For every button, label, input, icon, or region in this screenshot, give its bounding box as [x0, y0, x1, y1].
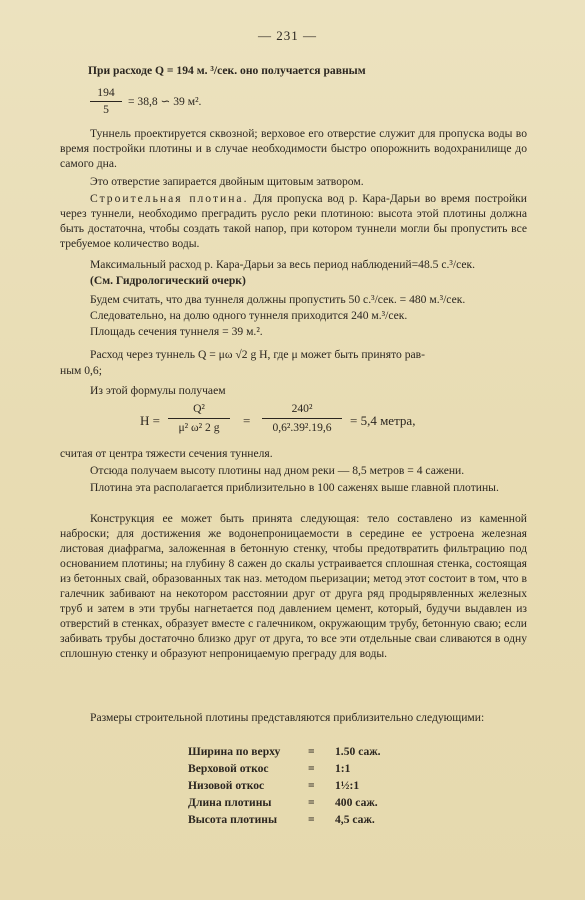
- row-label: Длина плотины: [188, 796, 272, 809]
- row-equals: =: [308, 779, 315, 792]
- one-tunnel-line: Следовательно, на долю одного туннеля приходится 240 м.³/сек.: [90, 309, 408, 322]
- formula-bar-2: [262, 418, 342, 419]
- row-equals: =: [308, 745, 315, 758]
- row-value: 1.50 саж.: [335, 745, 381, 758]
- centroid-line: считая от центра тяжести сечения туннеля.: [60, 447, 273, 460]
- dimensions-intro: Размеры строительной плотины представляются приблизительно следующими:: [90, 711, 485, 724]
- hydrology-reference: (См. Гидрологический очерк): [90, 274, 246, 287]
- section-heading: Строительная плотина.: [90, 192, 249, 205]
- row-label: Ширина по верху: [188, 745, 281, 758]
- row-value: 4,5 саж.: [335, 813, 375, 826]
- construction-paragraph: Конструкция ее может быть принята следующая: тело составлено из каменной наброски; для достижения же водонепроницаемости в середине ее устроена железная листовая диафрагма, заложенная в бетонную стенку, чтобы предотвратить фильтрацию под основанием плотины; на глубину 8 сажен до скалы устраивается сплошная стенка, состоящая из бетонных свай, образованных так наз. методом пьеризации; метод этот состоит в том, что в галечник забивают на некотором расстоянии друг от друга ряд продырявленных железных труб и затем в эти трубы нагнетается под давлением цемент, который, будучи выдавлен из отверстий в стенках, образует вместе с галечником, окружающим трубу, бетонную сваю; если забивать трубы достаточно близко друг от друга, то все эти отдельные сваи сливаются в одну сплошную стенку и образуют непроницаемую преграду для воды.: [60, 512, 527, 660]
- page-number-header: — 231 —: [258, 28, 317, 43]
- fraction-bar: [90, 101, 122, 102]
- formula-num-1: Q²: [193, 402, 205, 415]
- row-label: Высота плотины: [188, 813, 278, 826]
- dam-location-paragraph: Плотина эта располагается приблизительно в 100 саженях выше главной плотины.: [90, 481, 499, 494]
- paragraph-construction-dam: [60, 191, 527, 251]
- section-area-line: Площадь сечения туннеля = 39 м.².: [90, 325, 263, 338]
- formula-bar-1: [168, 418, 230, 419]
- max-discharge-line: Максимальный расход р. Кара-Дарьи за весь период наблюдений=48.5 с.³/сек.: [90, 258, 476, 271]
- row-value: 400 саж.: [335, 796, 378, 809]
- line-discharge: При расходе Q = 194 м. ³/сек. оно получается равным: [88, 64, 366, 77]
- fraction-numerator: 194: [97, 86, 115, 99]
- two-tunnels-line: Будем считать, что два туннеля должны пропустить 50 с.³/сек. = 480 м.³/сек.: [90, 293, 466, 306]
- row-label: Верховой откос: [188, 762, 269, 775]
- formula-num-2: 240²: [291, 402, 313, 415]
- mu-value-line: ным 0,6;: [60, 364, 102, 377]
- flow-formula-line: Расход через туннель Q = μω √2 g H, где μ может быть принято рав-: [90, 348, 425, 361]
- row-equals: =: [308, 762, 315, 775]
- paragraph-gate: Это отверстие запирается двойным щитовым затвором.: [90, 175, 364, 188]
- paragraph-tunnel: Туннель проектируется сквозной; верховое его отверстие служит для пропуска воды во время постройки плотины и в случае необходимости быстро опорожнить водохранилище до самого дна.: [60, 127, 527, 170]
- row-value: 1½:1: [335, 779, 360, 792]
- row-equals: =: [308, 796, 315, 809]
- dam-height-line: Отсюда получаем высоту плотины над дном реки — 8,5 метров = 4 сажени.: [90, 464, 465, 477]
- formula-result: = 5,4 метра,: [350, 413, 416, 428]
- derive-line: Из этой формулы получаем: [90, 384, 226, 397]
- fraction-denominator: 5: [103, 103, 109, 116]
- formula-den-2: 0,6².39².19,6: [272, 421, 332, 434]
- paragraph-construction-dam-text: Для пропуска вод р. Кара-Дарьи во время постройки через туннели, необходимо преградить русло реки плотиною: высота этой плотины должна быть достаточна, чтобы создать такой напор, при котором туннели могли бы пропустить все требуемое количество воды.: [60, 192, 527, 250]
- fraction-result: = 38,8 ∽ 39 м².: [128, 95, 202, 108]
- formula-den-1: μ² ω² 2 g: [178, 421, 220, 434]
- row-equals: =: [308, 813, 315, 826]
- formula-equals: =: [243, 413, 251, 428]
- formula-H: H =: [140, 413, 160, 428]
- row-label: Низовой откос: [188, 779, 265, 792]
- row-value: 1:1: [335, 762, 351, 775]
